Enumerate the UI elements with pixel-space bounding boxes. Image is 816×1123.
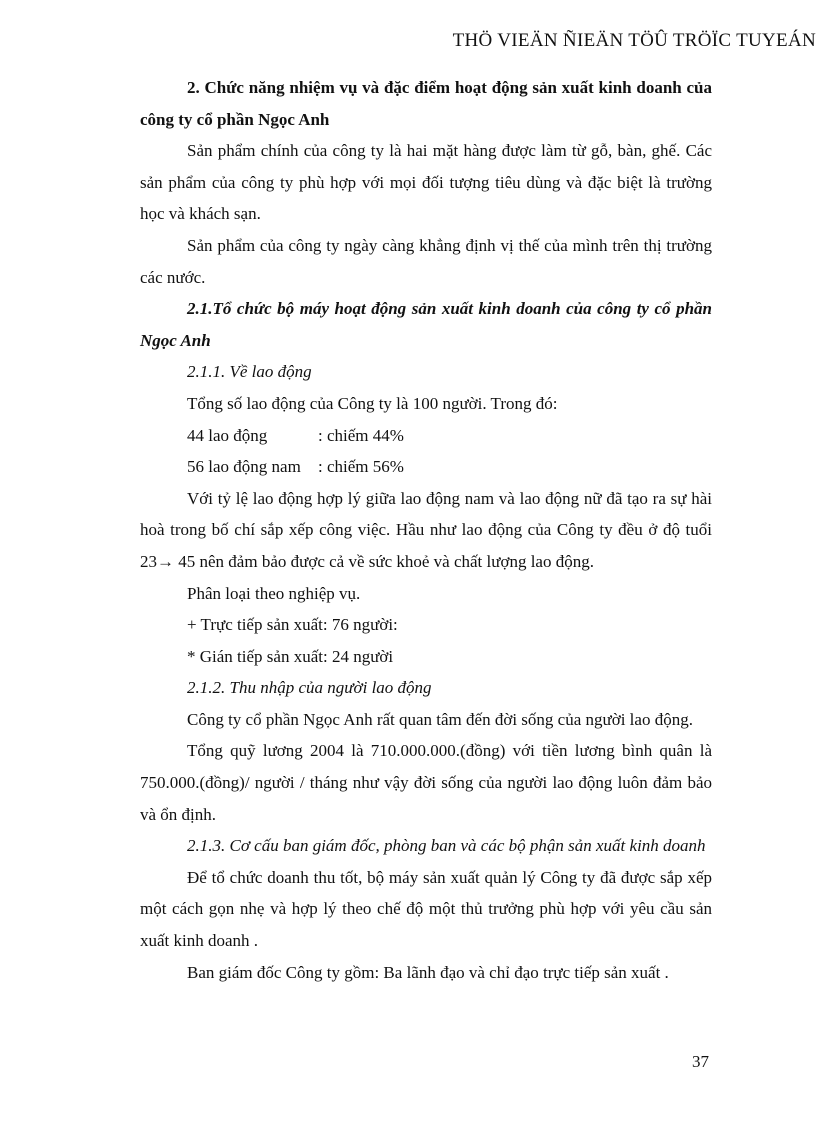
section-2-1-3-heading: 2.1.3. Cơ cấu ban giám đốc, phòng ban và các bộ phận sản xuất kinh doanh xyxy=(187,836,706,856)
paragraph: Ban giám đốc Công ty gồm: Ba lãnh đạo và chỉ đạo trực tiếp sản xuất . xyxy=(187,962,669,982)
page-number: 37 xyxy=(692,1052,709,1071)
labor-row-value: : chiếm 56% xyxy=(318,457,404,477)
paragraph: Tổng số lao động của Công ty là 100 người. Trong đó: xyxy=(187,393,558,413)
section-2-1-heading: 2.1.Tổ chức bộ máy hoạt động sản xuất kinh doanh của công ty cổ phần Ngọc Anh xyxy=(140,299,712,350)
section-2-heading: 2. Chức năng nhiệm vụ và đặc điểm hoạt động sản xuất kinh doanh của công ty cổ phần Ngọc Anh xyxy=(140,78,712,129)
labor-row-label: 44 lao động xyxy=(187,425,268,445)
list-item: + Trực tiếp sản xuất: 76 người: xyxy=(187,615,398,635)
paragraph: Phân loại theo nghiệp vụ. xyxy=(187,583,361,603)
paragraph: Tổng quỹ lương 2004 là 710.000.000.(đồng) với tiền lương bình quân là 750.000.(đồng)/ người / tháng như vậy đời sống của người lao động luôn đảm bảo và ổn định. xyxy=(140,741,712,824)
document-body xyxy=(140,72,712,988)
paragraph: Sản phẩm chính của công ty là hai mặt hàng được làm từ gỗ, bàn, ghế. Các sản phẩm của công ty phù hợp với mọi đối tượng tiêu dùng và đặc biệt là trường học và khách sạn. xyxy=(140,141,712,224)
labor-row xyxy=(140,420,712,452)
paragraph: Để tổ chức doanh thu tốt, bộ máy sản xuất quản lý Công ty đã được sắp xếp một cách gọn nhẹ và hợp lý theo chế độ một thủ trưởng phù hợp với yêu cầu sản xuất kinh doanh . xyxy=(140,867,712,951)
labor-row-value: : chiếm 44% xyxy=(318,425,404,445)
page-header: THÖ VIEÄN ÑIEÄN TÖÛ TRÖÏC TUYEÁN xyxy=(452,30,816,51)
paragraph: Với tỷ lệ lao động hợp lý giữa lao động nam và lao động nữ đã tạo ra sự hài hoà trong bố chí sắp xếp công việc. Hầu như lao động của Công ty đều ở độ tuổi 23→ 45 nên đảm bảo được cả về sức khoẻ và chất lượng lao động. xyxy=(140,488,712,571)
section-2-1-2-heading: 2.1.2. Thu nhập của người lao động xyxy=(187,678,432,698)
labor-row xyxy=(140,451,712,483)
section-2-1-1-heading: 2.1.1. Về lao động xyxy=(187,362,312,382)
list-item: * Gián tiếp sản xuất: 24 người xyxy=(187,646,394,666)
labor-row-label: 56 lao động nam xyxy=(187,457,301,477)
paragraph: Sản phẩm của công ty ngày càng khẳng định vị thế của mình trên thị trường các nước. xyxy=(140,235,712,287)
paragraph: Công ty cổ phần Ngọc Anh rất quan tâm đến đời sống của người lao động. xyxy=(187,709,693,729)
